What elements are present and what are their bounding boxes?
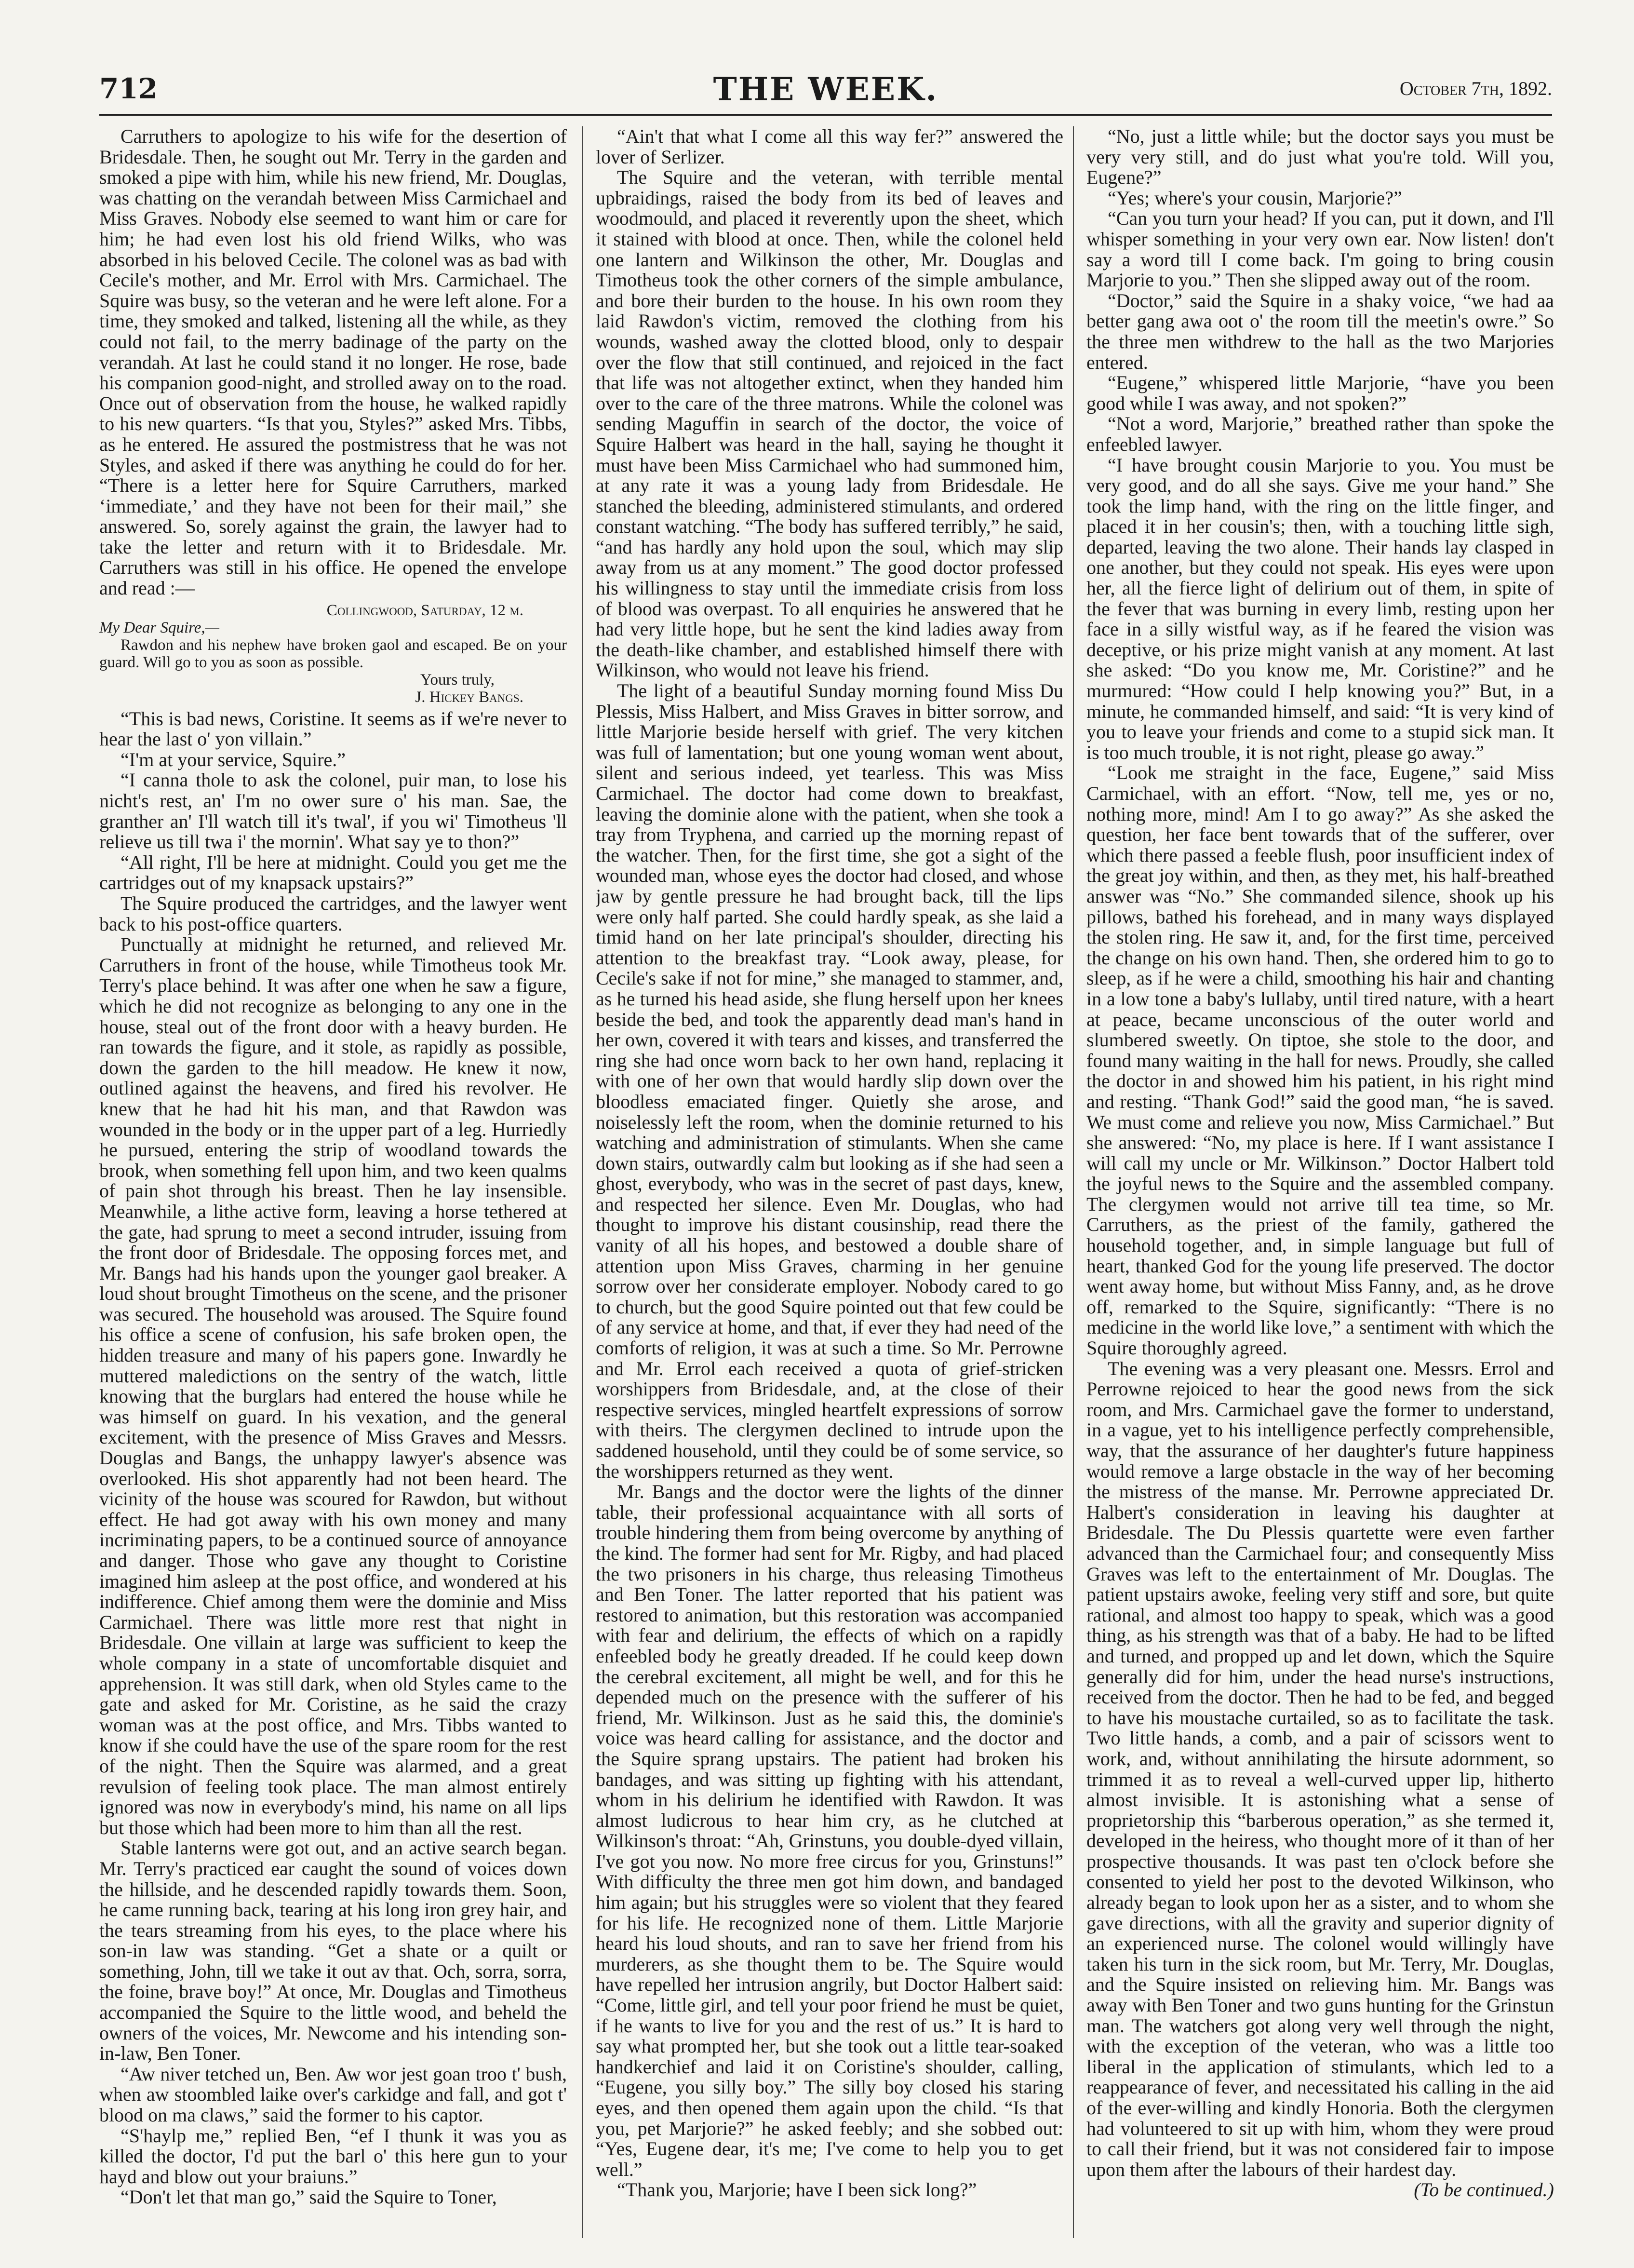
paragraph: The Squire produced the cartridges, and the lawyer went back to his post-office quarters. [99,892,567,935]
issue-date: October 7th, 1892. [1399,78,1552,99]
letter-body: Rawdon and his nephew have broken gaol and escaped. Be on your guard. Will go to you as soon as possible. [99,636,567,671]
paragraph: “Thank you, Marjorie; have I been sick long?” [617,2179,977,2201]
paragraph: “I canna thole to ask the colonel, puir man, to lose his nicht's rest, an' I'm no ower sure o' his man. Sae, the granther an' I'll watch till it's twal', if you wi' Timotheus 'll relieve us till twa i' the mornin'. What say ye to thon?” [99,769,567,853]
paragraph: “Yes; where's your cousin, Marjorie?” [1108,187,1402,209]
paragraph: “I have brought cousin Marjorie to you. You must be very good, and do all she says. Give me your hand.” She took the limp hand, with the ring on the little finger, and placed it in her cousin's; then, with a touching little sigh, departed, leaving the two alone. Their hands lay clasped in one another, but they could not speak. His eyes were upon her, all the fierce light of delirium out of them, in spite of the fever that was burning in every limb, resting upon her face in a silly wistful way, as if he feared the vision was deceptive, or his prize might vanish at any moment. At last she asked: “Do you know me, Mr. Coristine?” and he murmured: “How could I help knowing you?” But, in a minute, he commanded himself, and said: “It is very kind of you to leave your friends and come to a stupid sick man. It is too much trouble, it is not right, please go away.” [1086,454,1554,763]
column-divider [1073,126,1074,2238]
paragraph: Carruthers to apologize to his wife for the desertion of Bridesdale. Then, he sought out Mr. Terry in the garden and smoked a pipe with him, while his new friend, Mr. Douglas, was chatting on the verandah between Miss Carmichael and Miss Graves. Nobody else seemed to want him or care for him; he had even lost his old friend Wilks, who was absorbed in his beloved Cecile. The colonel was as bad with Cecile's mother, and Mr. Errol with Mrs. Carmichael. The Squire was busy, so the veteran and he were left alone. For a time, they smoked and talked, listening all the while, as they could not fail, to the merry badinage of the party on the verandah. At last he could stand it no longer. He rose, bade his companion good-night, and strolled away on to the road. Once out of observation from the house, he walked rapidly to his new quarters. “Is that you, Styles?” asked Mrs. Tibbs, as he entered. He assured the postmistress that he was not Styles, and asked if there was anything he could do for her. “There is a letter here for Squire Carruthers, marked ‘immediate,’ and they have not been for their mail,” she answered. So, sorely against the grain, the lawyer had to take the letter and return with it to Bridesdale. Mr. Carruthers was still in his office. He opened the envelope and read :— [99,126,567,599]
paragraph: “I'm at your service, Squire.” [121,748,346,770]
paragraph: “No, just a little while; but the doctor says you must be very very still, and do just what you're told. Will you, Eugene?” [1086,126,1554,189]
masthead-title: THE WEEK. [713,70,938,108]
column-1 [99,126,567,2248]
paragraph: “Eugene,” whispered little Marjorie, “have you been good while I was away, and not spoken?” [1086,372,1554,414]
paragraph: “Can you turn your head? If you can, put it down, and I'll whisper something in your very own ear. Now listen! don't say a word till I come back. I'm going to bring cousin Marjorie to you.” Then she slipped away out of the room. [1086,207,1554,291]
header-rule [99,114,1552,116]
paragraph: Punctually at midnight he returned, and relieved Mr. Carruthers in front of the house, while Timotheus took Mr. Terry's place behind. It was after one when he saw a figure, which he did not recognize as belonging to any one in the house, steal out of the front door with a heavy burden. He ran towards the figure, and it stole, as rapidly as possible, down the garden to the hill meadow. He knew it now, outlined against the heavens, and fired his revolver. He knew that he had hit his man, and that Rawdon was wounded in the body or in the upper part of a leg. Hurriedly he pursued, entering the strip of woodland towards the brook, when something fell upon him, and two keen qualms of pain shot through his breast. Then he lay insensible. Meanwhile, a lithe active form, leaving a horse tethered at the gate, had sprung to meet a second intruder, issuing from the front door of Bridesdale. The opposing forces met, and Mr. Bangs had his hands upon the younger gaol breaker. A loud shout brought Timotheus on the scene, and the prisoner was secured. The household was aroused. The Squire found his office a scene of confusion, his safe broken open, the hidden treasure and many of his papers gone. Inwardly he muttered maledictions on the sentry of the watch, little knowing that the burglars had entered the house while he was himself on guard. In his vexation, and the general excitement, with the presence of Miss Graves and Messrs. Douglas and Bangs, the unhappy lawyer's absence was overlooked. His shot apparently had not been heard. The vicinity of the house was scoured for Rawdon, but without effect. He had got away with his own money and many incriminating papers, to be a continued source of annoyance and danger. Those who gave any thought to Coristine imagined him asleep at the post office, and wondered at his indifference. Chief among them were the dominie and Miss Carmichael. There was little more rest that night in Bridesdale. One villain at large was sufficient to keep the whole company in a state of uncomfortable disquiet and apprehension. It was still dark, when old Styles came to the gate and asked for Mr. Coristine, as he said the crazy woman was at the post office, and Mrs. Tibbs wanted to know if she could have the use of the spare room for the rest of the night. Then the Squire was alarmed, and a great revulsion of feeling took place. The man almost entirely ignored was now in everybody's mind, his name on all lips but those which had been more to him than all the rest. [99,933,567,1838]
letter-heading: Collingwood, Saturday, 12 m. [326,601,523,619]
letter-closing: Yours truly, [420,671,495,688]
paragraph: “Don't let that man go,” said the Squire to Toner, [121,2186,497,2208]
page-number: 712 [99,72,158,105]
paragraph: “All right, I'll be here at midnight. Could you get me the cartridges out of my knapsack upstairs?” [99,851,567,894]
paragraph: “Aw niver tetched un, Ben. Aw wor jest goan troo t' bush, when aw stoombled laike over's carkidge and fall, and got t' blood on ma claws,” said the former to his captor. [99,2063,567,2126]
paragraph: The light of a beautiful Sunday morning found Miss Du Plessis, Miss Halbert, and Miss Graves in bitter sorrow, and little Marjorie beside herself with grief. The very kitchen was full of lamentation; but one young woman went about, silent and serious indeed, yet tearless. This was Miss Carmichael. The doctor had come down to breakfast, leaving the dominie alone with the patient, when she took a tray from Tryphena, and carried up the morning repast of the watcher. Then, for the first time, she got a sight of the wounded man, whose eyes the doctor had closed, and whose jaw by gentle pressure he had brought back, till the lips were only half parted. She could hardly speak, as she laid a timid hand on her late principal's shoulder, directing his attention to the breakfast tray. “Look away, please, for Cecile's sake if not for mine,” she managed to stammer, and, as he turned his head aside, she flung herself upon her knees beside the bed, and took the apparently dead man's hand in her own, covered it with tears and kisses, and transferred the ring she had once worn back to her own hand, replacing it with one of her own that would hardly slip down over the bloodless emaciated finger. Quietly she arose, and noiselessly left the room, when the dominie returned to his watching and administration of stimulants. When she came down stairs, outwardly calm but looking as if she had seen a ghost, everybody, who was in the secret of past days, knew, and respected her silence. Even Mr. Douglas, who had thought to improve his distant cousinship, read there the vanity of all his hopes, and bestowed a double share of attention upon Miss Graves, charming in her genuine sorrow over her considerate employer. Nobody cared to go to church, but the good Squire pointed out that few could be of any service at home, and that, if ever they had need of the comforts of religion, it was at such a time. So Mr. Perrowne and Mr. Errol each received a quota of grief-stricken worshippers from Bridesdale, and, at the close of their respective services, mingled heartfelt expressions of sorrow with theirs. The clergymen declined to intrude upon the saddened household, until they could be of some service, so the worshippers returned as they went. [596,680,1063,1482]
paragraph: “Ain't that what I come all this way fer?” answered the lover of Serlizer. [596,126,1063,168]
to-be-continued: (To be continued.) [1414,2179,1554,2201]
column-2 [596,126,1063,2248]
paragraph: “Look me straight in the face, Eugene,” said Miss Carmichael, with an effort. “Now, tell me, yes or no, nothing more, mind! Am I to go away?” As she asked the question, her face bent towards that of the sufferer, over which there passed a feeble flush, poor insufficient index of the great joy within, and then, as they met, his half-breathed answer was “No.” She commanded silence, shook up his pillows, bathed his forehead, and in many ways displayed the stolen ring. He saw it, and, for the first time, perceived the change on his own hand. Then, she ordered him to go to sleep, as if he were a child, smoothing his hair and chanting in a low tone a baby's lullaby, until tired nature, with a heart at peace, became unconscious of the outer world and slumbered sweetly. On tiptoe, she stole to the door, and found many waiting in the hall for news. Proudly, she called the doctor in and showed him his patient, in his right mind and resting. “Thank God!” said the good man, “he is saved. We must come and relieve you now, Miss Carmichael.” But she answered: “No, my place is here. If I want assistance I will call my uncle or Mr. Wilkinson.” Doctor Halbert told the joyful news to the Squire and the assembled company. The clergymen would not arrive till tea time, so Mr. Carruthers, as the priest of the family, gathered the household together, and, in simple language but full of heart, thanked God for the young life preserved. The doctor went away home, but without Miss Fanny, and, as he drove off, remarked to the Squire, significantly: “There is no medicine in the world like love,” a sentiment with which the Squire thoroughly agreed. [1086,762,1554,1359]
paragraph: “Doctor,” said the Squire in a shaky voice, “we had aa better gang awa oot o' the room till the meetin's owre.” So the three men withdrew to the hall as the two Marjories entered. [1086,289,1554,373]
paragraph: “Not a word, Marjorie,” breathed rather than spoke the enfeebled lawyer. [1086,413,1554,455]
paragraph: “This is bad news, Coristine. It seems as if we're never to hear the last o' yon villain.” [99,707,567,750]
column-divider [582,126,583,2238]
paragraph: Mr. Bangs and the doctor were the lights of the dinner table, their professional acquaintance with all sorts of trouble hindering them from being overcome by anything of the kind. The former had sent for Mr. Rigby, and had placed the two prisoners in his charge, thus releasing Timotheus and Ben Toner. The latter reported that his patient was restored to animation, but this restoration was accompanied with fear and delirium, the effects of which on a rapidly enfeebled body he greatly dreaded. If he could keep down the cerebral excitement, all might be well, and for this he depended much on the presence with the sufferer of his friend, Mr. Wilkinson. Just as he said this, the dominie's voice was heard calling for assistance, and the doctor and the Squire sprang upstairs. The patient had broken his bandages, and was sitting up fighting with his attendant, whom in his delirium he identified with Rawdon. It was almost ludicrous to hear him cry, as he clutched at Wilkinson's throat: “Ah, Grinstuns, you double-dyed villain, I've got you now. No more free circus for you, Grinstuns!” With difficulty the three men got him down, and bandaged him again; but his struggles were so violent that they feared for his life. He recognized none of them. Little Marjorie heard his loud shouts, and ran to save her friend from his murderers, as she thought them to be. The Squire would have repelled her intrusion angrily, but Doctor Halbert said: “Come, little girl, and tell your poor friend he must be quiet, if he wants to live for you and the rest of us.” It is hard to say what prompted her, but she took out a little tear-soaked handkerchief and laid it on Coristine's shoulder, calling, “Eugene, you silly boy.” The silly boy closed his staring eyes, and then opened them again upon the child. “Is that you, pet Marjorie?” he asked feebly; and she sobbed out: “Yes, Eugene dear, it's me; I've come to help you to get well.” [596,1481,1063,2180]
letter [99,602,567,706]
paragraph: The evening was a very pleasant one. Messrs. Errol and Perrowne rejoiced to hear the good news from the sick room, and Mrs. Carmichael gave the former to understand, in a vague, yet to his intelligence perfectly comprehensible, way, that the assurance of her daughter's future happiness would remove a large obstacle in the way of her becoming the mistress of the manse. Mr. Perrowne appreciated Dr. Halbert's consideration in leaving his daughter at Bridesdale. The Du Plessis quartette were even farther advanced than the Carmichael four; and consequently Miss Graves was left to the entertainment of Mr. Douglas. The patient upstairs awoke, feeling very stiff and sore, but quite rational, and almost too happy to speak, which was a good thing, as his strength was that of a baby. He had to be lifted and turned, and propped up and let down, which the Squire generally did for him, under the head nurse's instructions, received from the doctor. Then he had to be fed, and begged to have his moustache curtailed, so as to facilitate the task. Two little hands, a comb, and a pair of scissors went to work, and, without annihilating the hirsute adornment, so trimmed it as to reveal a well-curved upper lip, hitherto almost invisible. It is astonishing what a sense of proprietorship this “barberous operation,” as she termed it, developed in the heiress, who thought more of it than of her prospective thousands. It was past ten o'clock before she consented to yield her post to the devoted Wilkinson, who already began to look upon her as a sister, and to whom she gave directions, with all the gravity and superior dignity of an experienced nurse. The colonel would willingly have taken his turn in the sick room, but Mr. Terry, Mr. Douglas, and the Squire insisted on relieving him. Mr. Bangs was away with Ben Toner and two guns hunting for the Grinstun man. The watchers got along very well through the night, with the exception of the veteran, who was a little too liberal in the application of stimulants, which led to a reappearance of fever, and necessitated his calling in the aid of the ever-willing and kindly Honoria. Both the clergymen had volunteered to sit up with him, whom they were proud to call their friend, but it was not considered fair to impose upon them after the labours of their hardest day. [1086,1357,1554,2180]
column-3 [1086,126,1554,2248]
page-header [99,72,1552,117]
paragraph: The Squire and the veteran, with terrible mental upbraidings, raised the body from its bed of leaves and woodmould, and placed it reverently upon the sheet, which it stained with blood at once. Then, while the colonel held one lantern and Wilkinson the other, Mr. Douglas and Timotheus took the other corners of the simple ambulance, and bore their burden to the house. In his own room they laid Rawdon's victim, removed the clothing from his wounds, washed away the clotted blood, only to despair over the flow that still continued, and rejoiced in the fact that life was not altogether extinct, when they handed him over to the care of the three matrons. While the colonel was sending Maguffin in search of the doctor, the voice of Squire Halbert was heard in the hall, saying he thought it must have been Miss Carmichael who had summoned him, at any rate it was a young lady from Bridesdale. He stanched the bleeding, administered stimulants, and ordered constant watching. “The body has suffered terribly,” he said, “and has hardly any hold upon the soul, which may slip away from us at any moment.” The good doctor professed his willingness to stay until the immediate crisis from loss of blood was overpast. To all enquiries he answered that he had very little hope, but he sent the kind ladies away from the death-like chamber, and established himself there with Wilkinson, who would not leave his friend. [596,166,1063,681]
letter-signature: J. Hickey Bangs. [415,688,523,706]
paragraph: “S'haylp me,” replied Ben, “ef I thunk it was you as killed the doctor, I'd put the barl o' this here gun to your hayd and blow out your braiuns.” [99,2124,567,2187]
letter-salutation: My Dear Squire,— [99,619,219,636]
paragraph: Stable lanterns were got out, and an active search began. Mr. Terry's practiced ear caught the sound of voices down the hillside, and he descended rapidly towards them. Soon, he came running back, tearing at his long iron grey hair, and the tears streaming from his eyes, to the place where his son-in law was standing. “Get a shate or a quilt or something, John, till we take it out av that. Och, sorra, sorra, the foine, brave boy!” At once, Mr. Douglas and Timotheus accompanied the Squire to the little wood, and beheld the owners of the voices, Mr. Newcome and his intending son-in-law, Ben Toner. [99,1837,567,2065]
